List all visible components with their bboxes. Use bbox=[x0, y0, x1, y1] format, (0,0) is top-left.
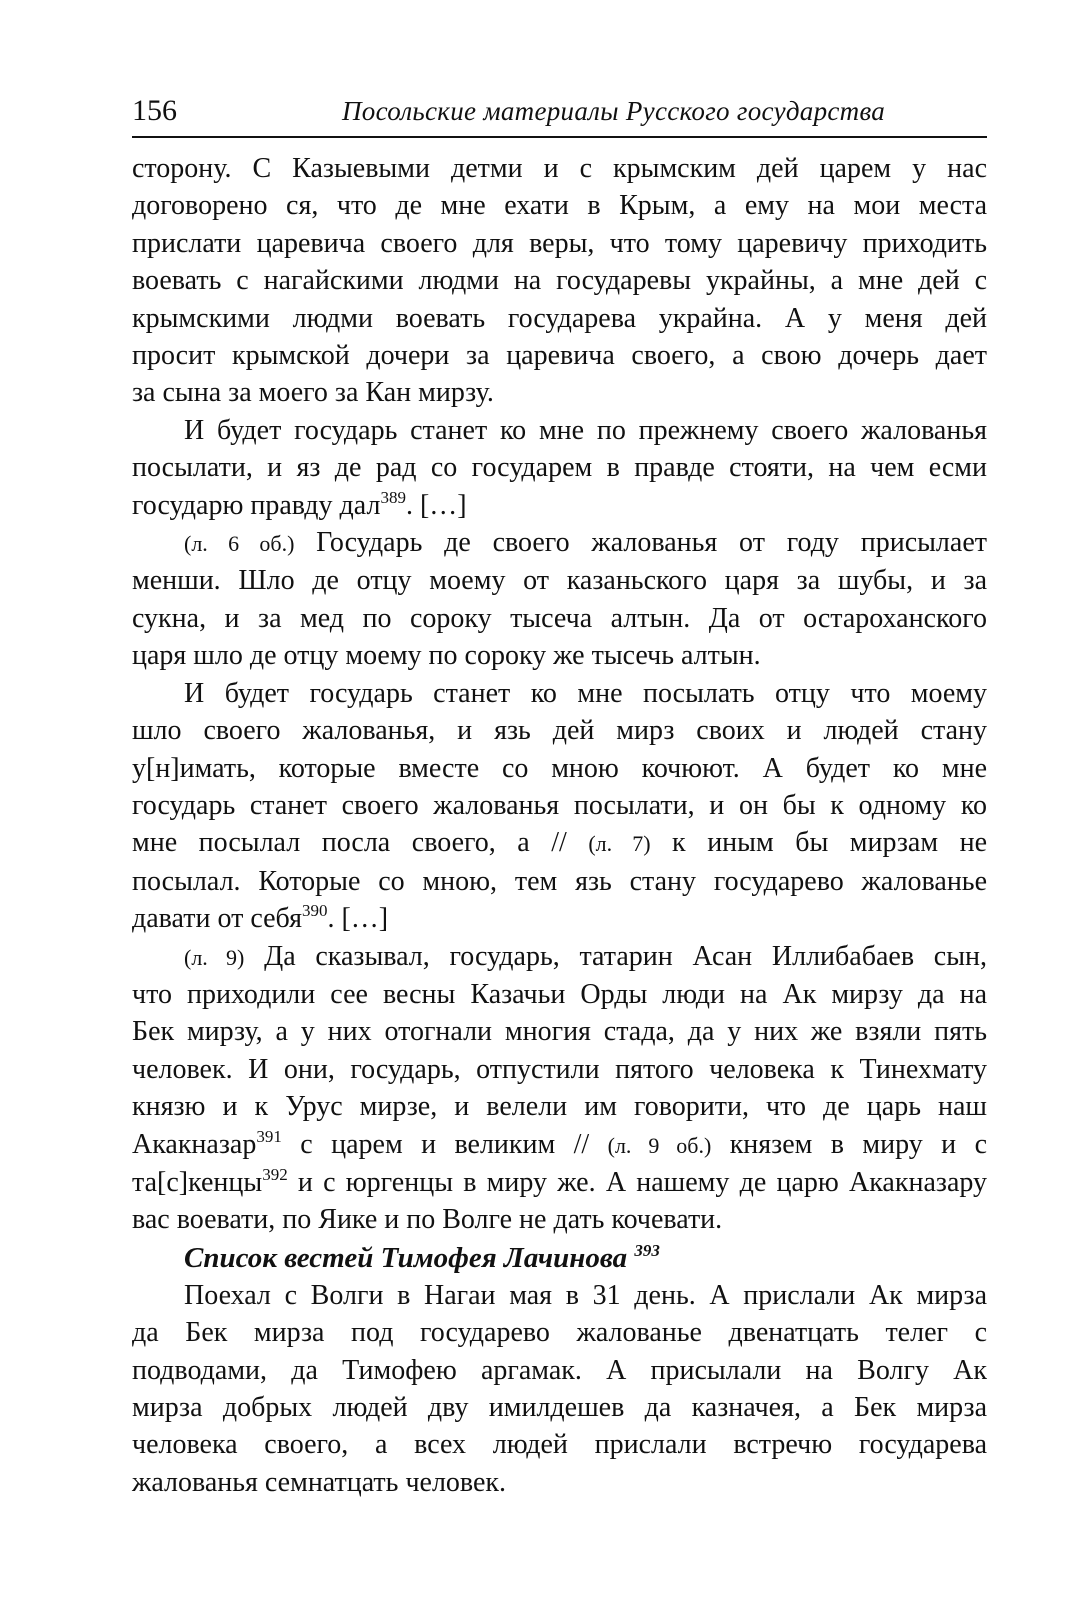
line-text: государю правду дал bbox=[132, 489, 381, 521]
line-text: князем в миру и с bbox=[711, 1128, 988, 1160]
text-line: что приходили сее весны Казачьи Орды люди на Ак мирзу да на bbox=[132, 978, 987, 1010]
paragraph-2 bbox=[132, 412, 987, 524]
text-line: за сына за моего за Кан мирзу. bbox=[132, 377, 494, 409]
line-text: мне посылал посла своего, а // bbox=[132, 827, 589, 859]
text-line bbox=[132, 487, 987, 524]
line-text: и с юргенцы в миру же. А нашему де царю Акакназару bbox=[287, 1166, 987, 1198]
footnote-ref-393: 393 bbox=[634, 1240, 660, 1260]
text-line: да Бек мирза под государево жалованье двенатцать телег с bbox=[132, 1317, 987, 1349]
text-line: посылал. Которые со мною, тем язь стану государево жалованье bbox=[132, 865, 987, 897]
text-line: прислати царевича своего для веры, что тому царевичу приходить bbox=[132, 227, 987, 259]
folio-reference: (л. 7) bbox=[588, 831, 651, 857]
folio-reference: (л. 9) bbox=[184, 944, 245, 970]
text-line: менши. Шло де отцу моему от казаньского царя за шубы, и за bbox=[132, 565, 987, 597]
footnote-ref-391: 391 bbox=[256, 1126, 282, 1146]
text-line: договорено ся, что де мне ехати в Крым, а ему на мои места bbox=[132, 190, 987, 222]
text-line: человека своего, а всех людей прислали встречю государева bbox=[132, 1429, 987, 1461]
footnote-ref-390: 390 bbox=[301, 901, 328, 921]
text-line: просит крымской дочери за царевича своего, а свою дочерь дает bbox=[132, 340, 987, 372]
text-line: подводами, да Тимофею аргамак. А присылали на Волгу Ак bbox=[132, 1354, 987, 1386]
paragraph-4 bbox=[132, 675, 987, 938]
body-text bbox=[132, 150, 987, 1501]
footnote-ref-389: 389 bbox=[380, 487, 406, 507]
text-line bbox=[132, 900, 987, 937]
running-title: Посольские материалы Русского государства bbox=[342, 96, 886, 126]
section-heading-text: Список вестей Тимофея Лачинова bbox=[184, 1241, 628, 1274]
paragraph-3 bbox=[132, 524, 987, 675]
text-line: мирза добрых людей дву имилдешев да казначея, а Бек мирза bbox=[132, 1392, 987, 1423]
text-line: И будет государь станет ко мне по прежнему своего жалованья bbox=[184, 414, 987, 446]
line-text: с царем и великим // bbox=[281, 1128, 608, 1160]
text-line bbox=[132, 1126, 987, 1164]
paragraph-6 bbox=[132, 1277, 987, 1501]
text-line: шло своего жалованья, и язь дей мирз своих и людей стану bbox=[132, 715, 987, 747]
text-line: князю и к Урус мирзе, и велели им говорити, что де царь наш bbox=[132, 1091, 987, 1123]
text-line bbox=[132, 938, 987, 976]
text-line: воевать с нагайскими людми на государевы украйны, а мне дей с bbox=[132, 265, 987, 297]
text-line: Бек мирзу, а у них отогнали многия стада, да у них же взяли пять bbox=[132, 1016, 987, 1048]
text-line: жалованья семнатцать человек. bbox=[132, 1466, 507, 1498]
text-line: сукна, и за мед по сороку тысеча алтын. Да от остароханского bbox=[132, 602, 987, 634]
line-text: Государь де своего жалованья от году присылает bbox=[294, 527, 987, 559]
text-line: человек. И они, государь, отпустили пятого человека к Тинехмату bbox=[132, 1053, 987, 1085]
folio-reference: (л. 9 об.) bbox=[607, 1132, 712, 1158]
text-line: государь станет своего жалованья посылати, и он бы к одному ко bbox=[132, 789, 987, 821]
text-line bbox=[132, 824, 987, 862]
page-number: 156 bbox=[132, 94, 177, 127]
line-tail: . […] bbox=[405, 489, 467, 521]
page-header bbox=[132, 92, 987, 132]
line-tail: . […] bbox=[327, 903, 389, 935]
text-line: посылати, и яз де рад со государем в правде стояти, на чем есми bbox=[132, 452, 987, 484]
line-text: та[с]кенцы bbox=[132, 1166, 263, 1198]
paragraph-1 bbox=[132, 150, 987, 412]
text-line: Поехал с Волги в Нагаи мая в 31 день. А прислали Ак мирза bbox=[184, 1279, 987, 1311]
folio-reference: (л. 6 об.) bbox=[184, 531, 295, 557]
text-line: И будет государь станет ко мне посылать отцу что моему bbox=[184, 677, 987, 709]
footnote-ref-392: 392 bbox=[262, 1164, 288, 1184]
line-text: Да сказывал, государь, татарин Асан Иллибабаев сын, bbox=[244, 940, 987, 972]
line-text: давати от себя bbox=[132, 903, 302, 935]
header-rule bbox=[132, 136, 987, 138]
text-line bbox=[132, 524, 987, 562]
text-line: сторону. С Казыевыми детми и с крымским дей царем у нас bbox=[132, 153, 987, 184]
line-text: Акакназар bbox=[132, 1128, 257, 1160]
text-line: у[н]имать, которые вместе со мною кочюют. А будет ко мне bbox=[132, 752, 987, 784]
text-line: вас воевати, по Яике и по Волге не дать кочевати. bbox=[132, 1204, 723, 1236]
line-text: к иным бы мирзам не bbox=[650, 827, 988, 859]
paragraph-5 bbox=[132, 938, 987, 1239]
text-line bbox=[132, 1164, 987, 1201]
text-line: крымскими людми воевать государева украйна. А у меня дей bbox=[132, 302, 987, 334]
section-heading bbox=[132, 1239, 987, 1277]
text-line: царя шло де отцу моему по сороку же тысечь алтын. bbox=[132, 640, 761, 672]
